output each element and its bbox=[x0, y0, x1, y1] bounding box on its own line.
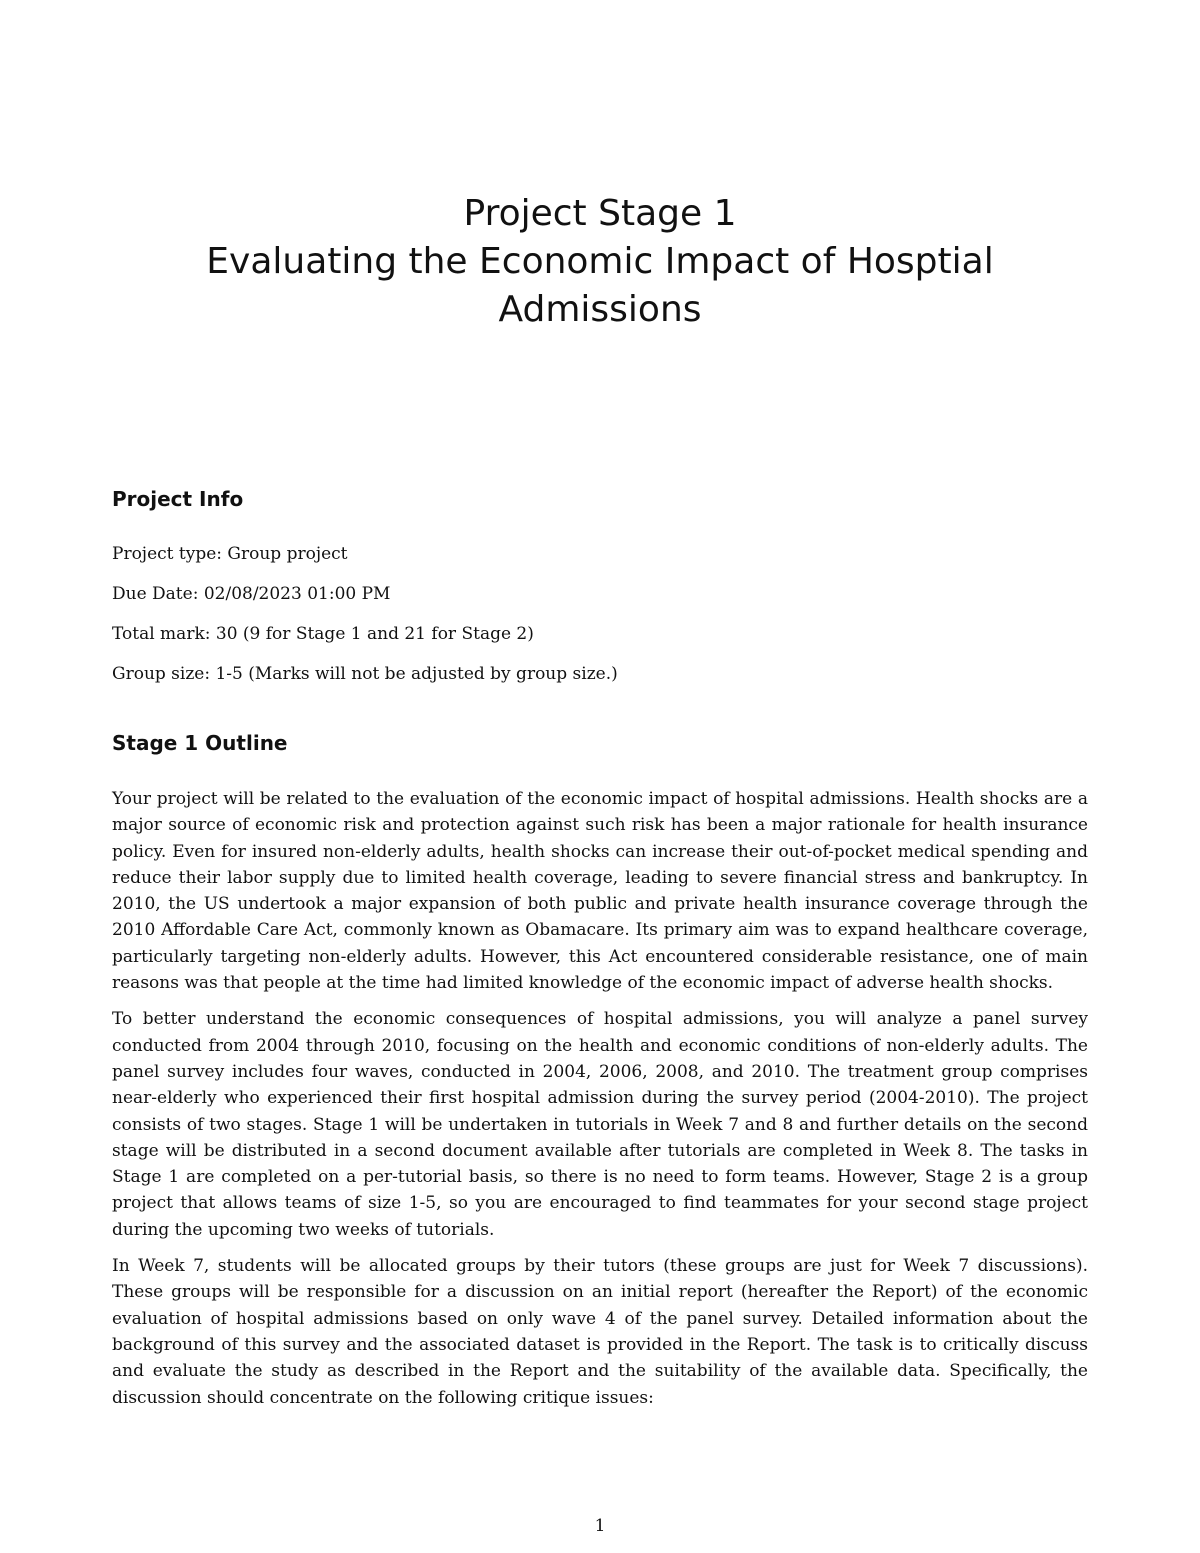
outline-paragraph-2: To better understand the economic consequences of hospital admissions, you will analyze a panel survey conducted from 2004 through 2010, focusing on the health and economic conditions of non-elderly adults. The panel survey includes four waves, conducted in 2004, 2006, 2008, and 2010. The treatment group comprises near-elderly who experienced their first hospital admission during the survey period (2004-2010). The project consists of two stages. Stage 1 will be undertaken in tutorials in Week 7 and 8 and further details on the second stage will be distributed in a second document available after tutorials are completed in Week 8. The tasks in Stage 1 are completed on a per-tutorial basis, so there is no need to form teams. However, Stage 2 is a group project that allows teams of size 1-5, so you are encouraged to find teammates for your second stage project during the upcoming two weeks of tutorials. bbox=[112, 1009, 1088, 1240]
outline-paragraph-1: Your project will be related to the evaluation of the economic impact of hospital admissions. Health shocks are a major source of economic risk and protection against such risk has been a major rationale for health insurance policy. Even for insured non-elderly adults, health shocks can increase their out-of-pocket medical spending and reduce their labor supply due to limited health coverage, leading to severe financial stress and bankruptcy. In 2010, the US undertook a major expansion of both public and private health insurance coverage through the 2010 Affordable Care Act, commonly known as Obamacare. Its primary aim was to expand healthcare coverage, particularly targeting non-elderly adults. However, this Act encountered considerable resistance, one of main reasons was that people at the time had limited knowledge of the economic impact of adverse health shocks. bbox=[112, 789, 1088, 994]
document-title bbox=[112, 190, 1088, 334]
stage-1-outline-heading: Stage 1 Outline bbox=[112, 731, 288, 755]
project-type-line: Project type: Group project bbox=[112, 544, 348, 564]
title-line-2: Evaluating the Economic Impact of Hosptial bbox=[206, 241, 994, 282]
due-date-line: Due Date: 02/08/2023 01:00 PM bbox=[112, 584, 391, 604]
project-info-list bbox=[112, 540, 1088, 700]
title-line-1: Project Stage 1 bbox=[463, 193, 737, 234]
group-size-line: Group size: 1-5 (Marks will not be adjusted by group size.) bbox=[112, 664, 618, 684]
page-number: 1 bbox=[594, 1516, 606, 1536]
total-mark-line: Total mark: 30 (9 for Stage 1 and 21 for Stage 2) bbox=[112, 624, 534, 644]
outline-paragraph-3: In Week 7, students will be allocated groups by their tutors (these groups are just for Week 7 discussions). These groups will be responsible for a discussion on an initial report (hereafter the Report) of the economic evaluation of hospital admissions based on only wave 4 of the panel survey. Detailed information about the background of this survey and the associated dataset is provided in the Report. The task is to critically discuss and evaluate the study as described in the Report and the suitability of the available data. Specifically, the discussion should concentrate on the following critique issues: bbox=[112, 1256, 1088, 1408]
title-line-3: Admissions bbox=[498, 289, 702, 330]
project-info-heading: Project Info bbox=[112, 487, 244, 511]
outline-body bbox=[112, 786, 1088, 1421]
